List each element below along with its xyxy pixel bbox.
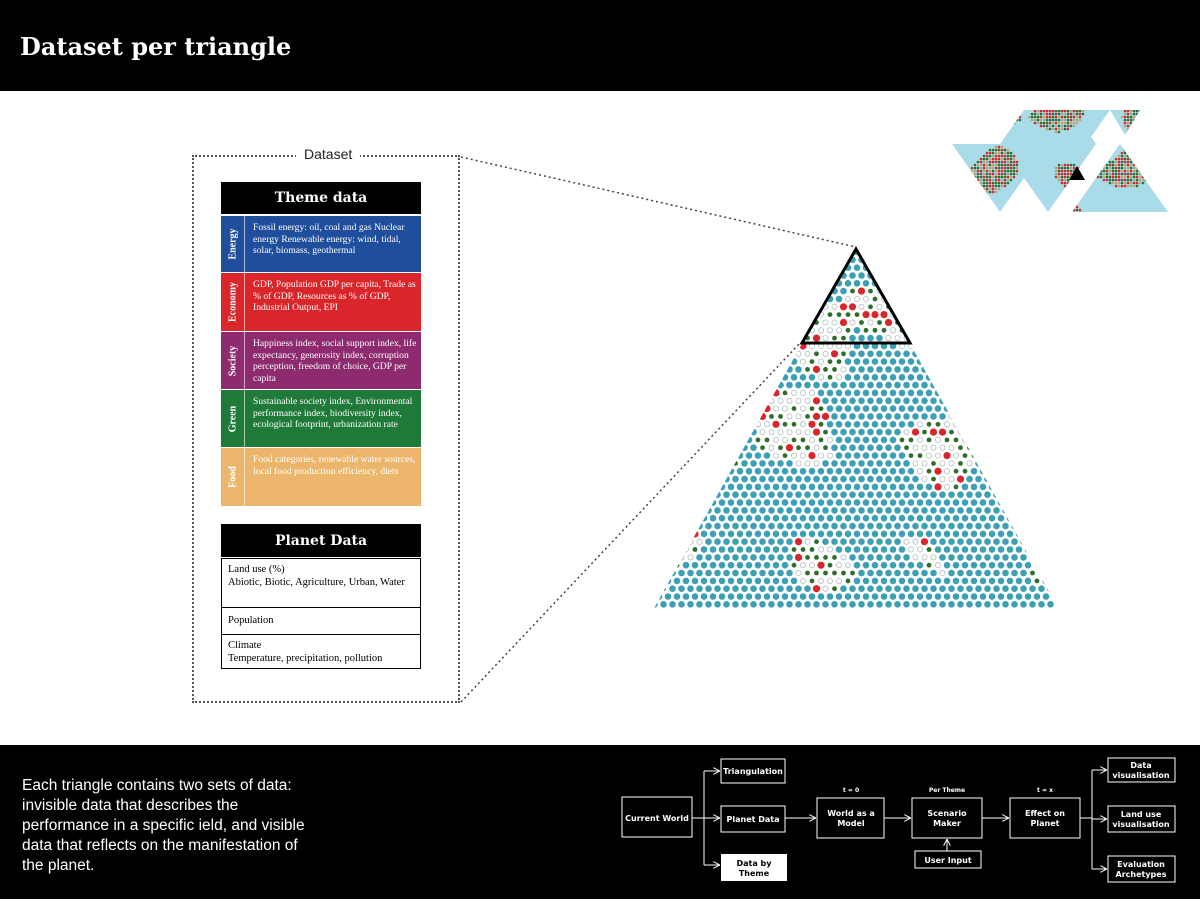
footer-bar: [0, 745, 1200, 899]
theme-row-energy: [221, 216, 421, 272]
theme-name-energy: Energy: [221, 216, 245, 272]
theme-name-society: Society: [221, 332, 245, 389]
planet-triangle-dots: [647, 248, 1063, 607]
theme-name-food: Food: [221, 448, 245, 506]
flow-land-vis-2: visualisation: [1112, 820, 1170, 829]
mini-world-map: [940, 105, 1180, 215]
theme-desc-energy: Fossil energy: oil, coal and gas Nuclear energy Renewable energy: wind, tidal, solar, biomass, geothermal: [253, 222, 405, 256]
flow-data-vis-1: Data: [1130, 761, 1152, 770]
dataset-label: Dataset: [296, 144, 360, 164]
theme-row-green: [221, 390, 421, 447]
flow-triangulation: Triangulation: [723, 767, 783, 776]
theme-row-food: [221, 448, 421, 506]
connector-bottom-line: [461, 343, 800, 702]
planet-data-table: [221, 558, 421, 669]
theme-name-green: Green: [221, 390, 245, 447]
theme-desc-green: Sustainable society index, Environmental performance index, biodiversity index, ecological footprint, urbanization rate: [253, 396, 413, 430]
theme-row-society: [221, 332, 421, 389]
flow-t0: t = 0: [842, 787, 860, 794]
flow-effect-2: Planet: [1030, 819, 1060, 828]
flow-data-by-theme-2: Theme: [738, 869, 770, 878]
planet-data-heading: Planet Data: [221, 524, 421, 557]
effect-planet-box: [1010, 798, 1080, 838]
theme-name-economy: Economy: [221, 273, 245, 331]
flow-per-theme: Per Theme: [928, 787, 966, 794]
page-title: Dataset per triangle: [20, 32, 292, 61]
flow-land-vis-1: Land use: [1120, 810, 1162, 819]
flow-data-by-theme-1: Data by: [736, 859, 772, 868]
scenario-maker-box: [912, 798, 982, 838]
flow-eval-2: Archetypes: [1115, 870, 1167, 879]
theme-desc-society: Happiness index, social support index, life expectancy, generosity index, corruption perception, freedom of choice, GDP per capita: [253, 338, 417, 384]
header-bar: [0, 0, 1200, 91]
flow-planet-data: Planet Data: [726, 815, 780, 824]
flow-world-model-2: Model: [837, 819, 865, 828]
flow-world-model-1: World as a: [827, 809, 875, 818]
mini-map-marker-icon: [1069, 166, 1085, 180]
selected-triangle-outline: [802, 249, 910, 343]
planet-row-population: Population: [222, 608, 420, 635]
theme-desc-economy: GDP, Population GDP per capita, Trade as % of GDP, Resources as % of GDP, Industrial Output, EPI: [253, 279, 416, 313]
theme-data-heading: Theme data: [221, 182, 421, 214]
flow-scenario-1: Scenario: [927, 809, 967, 818]
flow-data-vis-2: visualisation: [1112, 771, 1170, 780]
flow-effect-1: Effect on: [1025, 809, 1065, 818]
theme-desc-food: Food categories, renewable water sources, local food production efficiency, diets: [253, 454, 416, 477]
flow-user-input: User Input: [924, 856, 972, 865]
flow-scenario-2: Maker: [933, 819, 961, 828]
connector-top-line: [461, 157, 856, 247]
flow-eval-1: Evaluation: [1117, 860, 1165, 869]
theme-row-economy: [221, 273, 421, 331]
planet-row-climate: Climate Temperature, precipitation, pollution: [228, 640, 383, 664]
flow-current-world: Current World: [625, 814, 689, 823]
flowchart: [0, 745, 1200, 899]
world-model-box: [817, 798, 884, 838]
planet-row-land-use: Land use (%) Abiotic, Biotic, Agriculture, Urban, Water: [222, 559, 420, 608]
flow-tx: t = x: [1037, 787, 1053, 794]
caption-text: Each triangle contains two sets of data: invisible data that describes the performance in a specific ield, and visible data that reflects on the manifestation of the planet.: [22, 777, 305, 874]
